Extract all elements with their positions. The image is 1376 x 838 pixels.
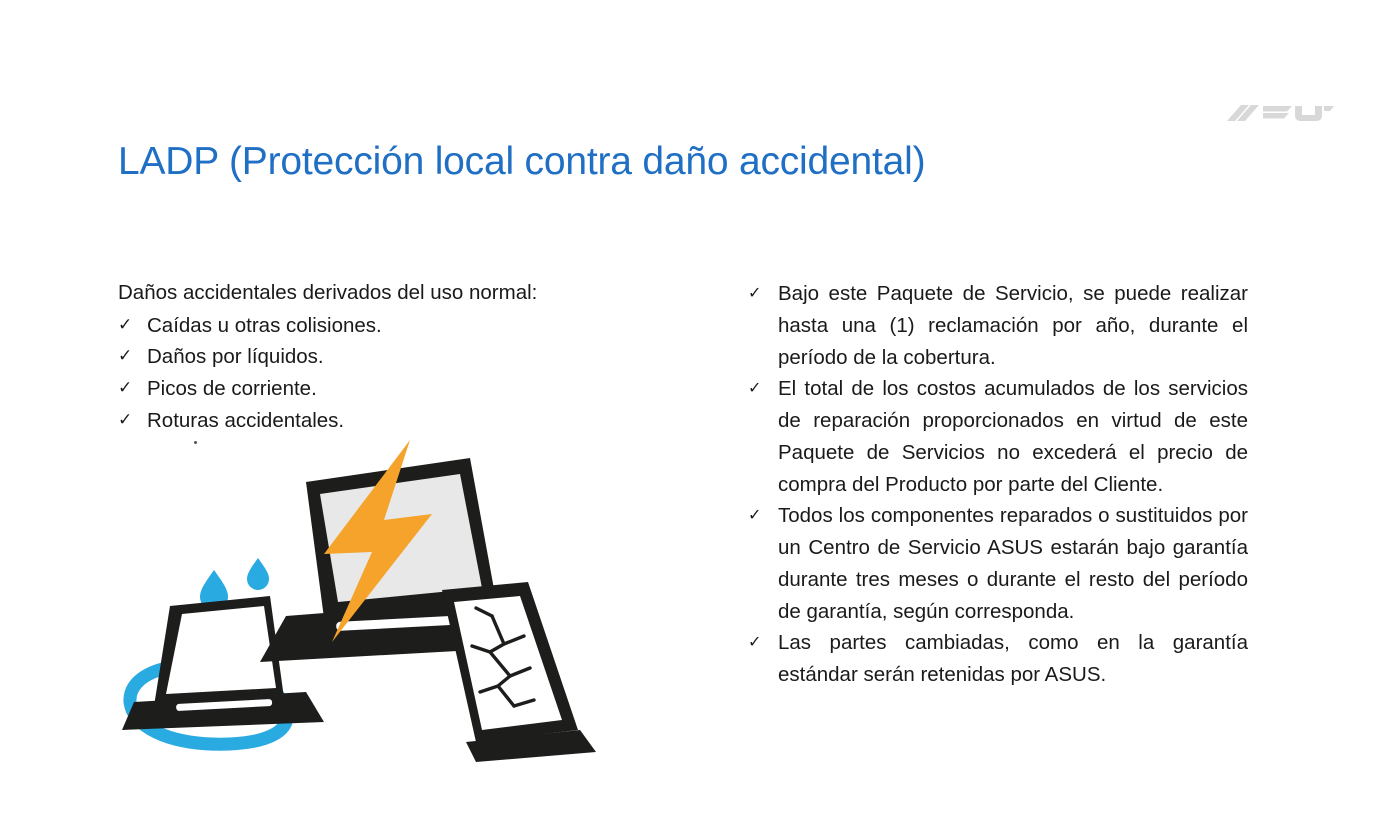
check-icon: ✓: [748, 285, 762, 302]
list-item: [748, 627, 1248, 691]
list-item-label: El total de los costos acumulados de los servicios de reparación proporcionados en virtud de este Paquete de Servicios no excederá el precio de compra del Producto por parte del Cliente.: [778, 377, 1248, 496]
asus-logo: [1226, 102, 1334, 128]
cracked-screen-shape: [442, 582, 596, 762]
list-item-label: Roturas accidentales.: [147, 409, 345, 433]
check-icon: ✓: [118, 378, 133, 398]
check-icon: ✓: [118, 314, 133, 334]
list-item-label: Picos de corriente.: [147, 377, 317, 401]
accidental-damage-illustration: [110, 430, 630, 790]
list-item: [748, 500, 1248, 627]
damage-type-list: [118, 310, 638, 437]
page-title: LADP (Protección local contra daño accidental): [118, 140, 926, 183]
right-column: [748, 278, 1248, 691]
left-column: [118, 278, 638, 437]
list-item-label: Bajo este Paquete de Servicio, se puede realizar hasta una (1) reclamación por año, durante el período de la cobertura.: [778, 282, 1248, 369]
coverage-terms-list: [748, 278, 1248, 691]
check-icon: ✓: [748, 507, 762, 525]
list-item: [118, 341, 638, 373]
list-item: [748, 278, 1248, 373]
list-item-label: Caídas u otras colisiones.: [147, 313, 382, 337]
check-icon: ✓: [118, 346, 133, 366]
left-intro-text: Daños accidentales derivados del uso normal:: [118, 281, 538, 304]
check-icon: ✓: [118, 410, 133, 430]
list-item: [118, 310, 638, 342]
check-icon: ✓: [748, 634, 762, 652]
list-item-label: Daños por líquidos.: [147, 345, 324, 369]
list-item-label: Todos los componentes reparados o sustituidos por un Centro de Servicio ASUS estarán bajo garantía durante tres meses o durante el resto del período de garantía, según corresponda.: [778, 504, 1248, 623]
list-item-label: Las partes cambiadas, como en la garantía estándar serán retenidas por ASUS.: [778, 631, 1248, 687]
list-item: [748, 373, 1248, 500]
list-item: [118, 373, 638, 405]
check-icon: ✓: [748, 380, 762, 398]
